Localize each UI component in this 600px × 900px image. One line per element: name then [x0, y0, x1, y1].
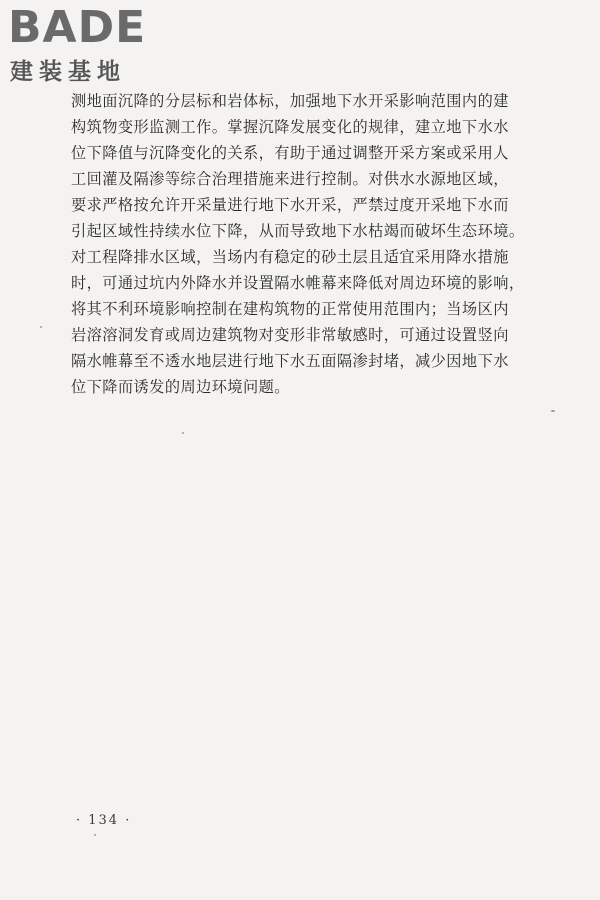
text-line: 要求严格按允许开采量进行地下水开采，严禁过度开采地下水而 [71, 196, 509, 214]
scan-speck [40, 326, 42, 328]
scan-speck [182, 432, 184, 434]
text-line: 岩溶溶洞发育或周边建筑物对变形非常敏感时，可通过设置竖向 [71, 326, 509, 344]
scan-speck [94, 834, 96, 836]
scan-speck [551, 410, 555, 412]
text-line: 引起区域性持续水位下降，从而导致地下水枯竭而破坏生态环境。 [71, 222, 525, 240]
logo-chinese-text: 建装基地 [10, 59, 126, 85]
text-line: 隔水帷幕至不透水地层进行地下水五面隔渗封堵，减少因地下水 [71, 352, 509, 370]
text-line: 构筑物变形监测工作。掌握沉降发展变化的规律，建立地下水水 [71, 118, 509, 136]
body-text [71, 88, 549, 400]
text-line: 时，可通过坑内外降水并设置隔水帷幕来降低对周边环境的影响， [71, 274, 525, 292]
text-line: 测地面沉降的分层标和岩体标，加强地下水开采影响范围内的建 [71, 92, 509, 110]
text-line: 对工程降排水区域，当场内有稳定的砂土层且适宜采用降水措施 [71, 248, 509, 266]
page-number: · 134 · [76, 813, 132, 828]
logo-latin-text: BADE [8, 2, 147, 53]
text-line: 工回灌及隔渗等综合治理措施来进行控制。对供水水源地区域， [71, 170, 509, 188]
text-line: 位下降值与沉降变化的关系，有助于通过调整开采方案或采用人 [71, 144, 509, 162]
text-line: 将其不利环境影响控制在建构筑物的正常使用范围内；当场区内 [71, 300, 509, 318]
publisher-logo [8, 2, 178, 86]
text-line: 位下降而诱发的周边环境问题。 [71, 378, 290, 396]
